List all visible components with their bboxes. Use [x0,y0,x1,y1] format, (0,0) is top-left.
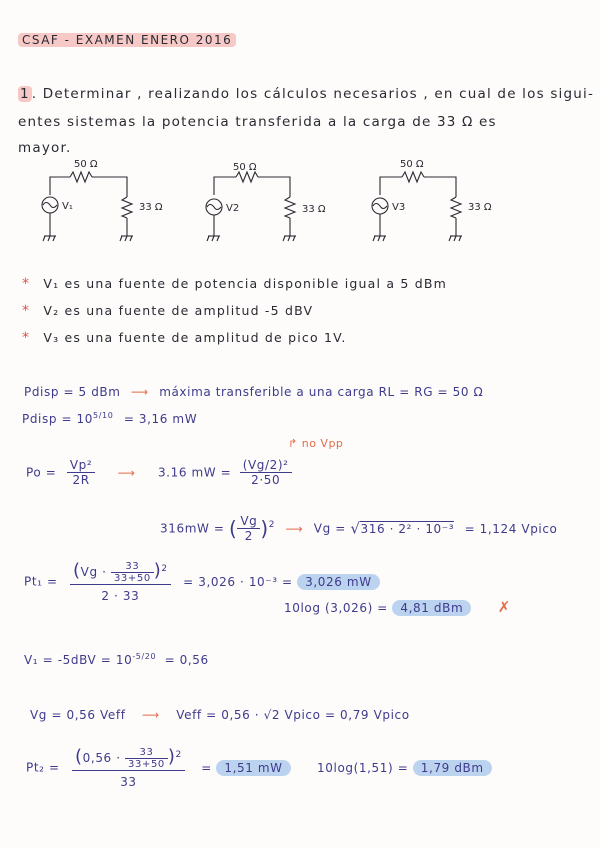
circuit-3-source-label: V3 [392,202,406,213]
solution-v2-line: $V_1 = -5dBV = 10^{-5/20} = 0,56$ [24,652,209,667]
header-title: CSAF - EXAMEN ENERO 2016 [18,33,236,47]
bullet-item: * V₁ es una fuente de potencia disponible igual a 5 dBm [22,276,448,292]
circuit-1-rload-label: 33 Ω [139,202,163,213]
sqrt-icon: √ [350,519,361,538]
circuit-2 [206,172,296,241]
circuit-3 [372,172,462,241]
circuit-1-source-label: V₁ [62,201,73,212]
circuit-2-rload-label: 33 Ω [302,204,326,215]
solution-pt1-log: 10log (3,026) = 4,81 dBm ✗ [284,598,511,616]
result-highlight: 3,026 mW [297,574,380,590]
question-number: 1 [20,86,30,102]
page-header [18,33,236,47]
result-highlight: 1,51 mW [216,760,290,776]
result-highlight: 1,79 dBm [413,760,492,776]
circuit-2-rseries-label: 50 Ω [233,162,257,173]
question-line-3: mayor. [18,140,72,156]
bullet-item: * V₂ es una fuente de amplitud -5 dBV [22,303,314,319]
note-no-vpp: ↱ no Vpp [288,437,344,450]
cross-mark-icon: ✗ [497,598,511,616]
circuit-1 [42,172,133,241]
question-line-1: 1 . Determinar , realizando los cálculos necesarios , en cual de los sigui- [20,86,595,102]
solution-vg2-line: Vg = 0,56 Veff ⟶ Veff = 0,56 · √2 Vpico = 0,79 Vpico [30,708,410,722]
circuit-1-rseries-label: 50 Ω [74,159,98,170]
arrow-icon: ⟶ [117,465,136,480]
arrow-icon: ⟶ [130,385,149,399]
circuits-diagram [0,150,600,250]
question-line-2: entes sistemas la potencia transferida a la carga de 33 Ω es [18,114,497,130]
bullet-item: * V₃ es una fuente de amplitud de pico 1V. [22,330,347,346]
result-highlight: 4,81 dBm [392,600,471,616]
solution-line-pdisp-value: Pdisp = $10^{5/10} = 3,16$ mW [22,411,198,426]
circuit-3-rload-label: 33 Ω [468,202,492,213]
circuit-3-rseries-label: 50 Ω [400,159,424,170]
solution-vg-equation: 316mW = ( $\frac{Vg}{2}$ )$^2$ ⟶ Vg = √316 · 2² · 10⁻³ = 1,124 Vpico [160,514,558,543]
solution-pt2-equation: Pt₂ = (0,56 · $\frac{33}{33+50}$ )$^2$ 33 = 1,51 mW 10log(1,51) = 1,79 dBm [26,746,492,789]
solution-pt1-equation: Pt₁ = (Vg · $\frac{33}{33+50}$ )$^2$ 2 · 33 = 3,026 · 10⁻³ = 3,026 mW [24,560,380,603]
circuit-2-source-label: V2 [226,203,240,214]
arrow-icon: ⟶ [141,708,160,722]
arrow-icon: ⟶ [285,521,304,536]
solution-line-pdisp: Pdisp = 5 dBm ⟶ máxima transferible a una carga RL = RG = 50 Ω [24,385,484,399]
arrow-up-icon: ↱ [288,437,298,450]
solution-po-equation: Po = $\frac{\text{Vp²}}{2R}$ ⟶ 3.16 mW = $\frac{\text{(Vg/2)²}}{2\cdot 50}$ [26,458,292,487]
